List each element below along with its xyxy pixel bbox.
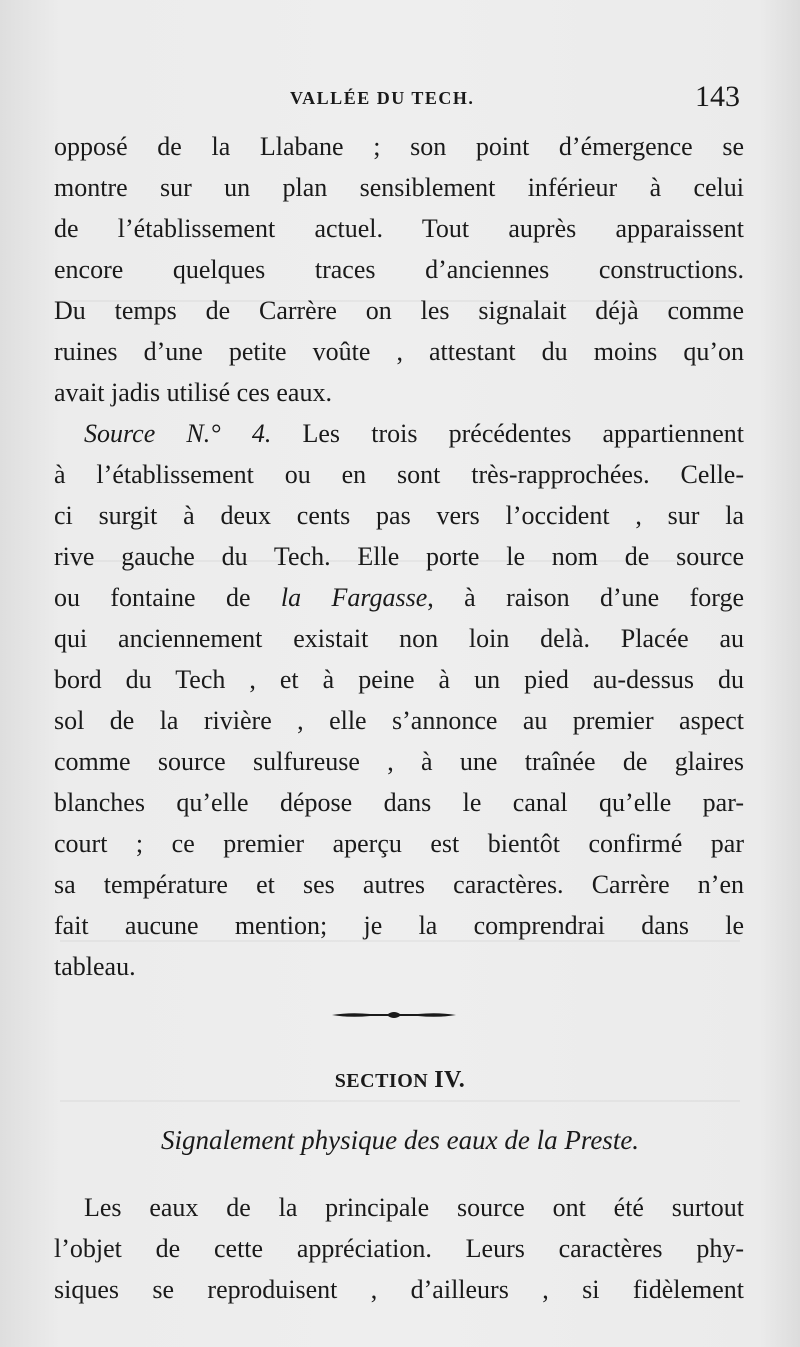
section-divider-ornament: [330, 1009, 458, 1021]
text-line: comme source sulfureuse , à une traînée de glaires: [54, 747, 744, 776]
text-line: blanches qu’elle dépose dans le canal qu’elle par-: [54, 788, 744, 817]
text-line: fait aucune mention; je la comprendrai dans le: [54, 911, 744, 940]
text-line: avait jadis utilisé ces eaux.: [54, 378, 332, 407]
running-title: VALLÉE DU TECH.: [290, 88, 475, 108]
section-paragraph: [54, 1187, 744, 1310]
text-line: tableau.: [54, 952, 136, 981]
source-label: Source N.° 4.: [84, 419, 272, 448]
section-heading: [0, 1067, 800, 1094]
text-line: Du temps de Carrère on les signalait déjà comme: [54, 296, 744, 325]
text-run: Les trois précédentes appartiennent: [271, 419, 744, 448]
text-line: de l’établissement actuel. Tout auprès apparaissent: [54, 214, 744, 243]
text-line: sol de la rivière , elle s’annonce au premier aspect: [54, 706, 744, 735]
text-line: montre sur un plan sensiblement inférieur à celui: [54, 173, 744, 202]
text-line: [54, 413, 744, 454]
page-number: 143: [695, 80, 740, 113]
text-line: court ; ce premier aperçu est bientôt confirmé par: [54, 829, 744, 858]
text-run: , à raison d’une forge: [427, 583, 744, 612]
text-line: siques se reproduisent , d’ailleurs , si fidèlement: [54, 1275, 744, 1304]
body-paragraphs: [54, 126, 744, 987]
show-through-line: [60, 1100, 740, 1102]
text-line: l’objet de cette appréciation. Leurs caractères phy-: [54, 1234, 744, 1263]
text-line: ci surgit à deux cents pas vers l’occident , sur la: [54, 501, 744, 530]
text-line: [54, 577, 744, 618]
text-line: ruines d’une petite voûte , attestant du moins qu’on: [54, 337, 744, 366]
text-line: qui anciennement existait non loin delà. Placée au: [54, 624, 744, 653]
text-line: opposé de la Llabane ; son point d’émergence se: [54, 132, 744, 161]
text-line: bord du Tech , et à peine à un pied au-dessus du: [54, 665, 744, 694]
section-subtitle: Signalement physique des eaux de la Preste.: [160, 1125, 640, 1155]
section-label: SECTION: [334, 1070, 429, 1092]
text-line: Les eaux de la principale source ont été surtout: [84, 1193, 744, 1222]
section-numeral: IV.: [434, 1067, 466, 1093]
text-run: ou fontaine de: [54, 583, 281, 612]
text-line: sa température et ses autres caractères. Carrère n’en: [54, 870, 744, 899]
text-line: à l’établissement ou en sont très-rapprochées. Celle-: [54, 460, 744, 489]
text-line: rive gauche du Tech. Elle porte le nom de source: [54, 542, 744, 571]
text-line: encore quelques traces d’anciennes constructions.: [54, 255, 744, 284]
place-name: la Fargasse: [280, 583, 428, 612]
running-head: [55, 80, 745, 116]
